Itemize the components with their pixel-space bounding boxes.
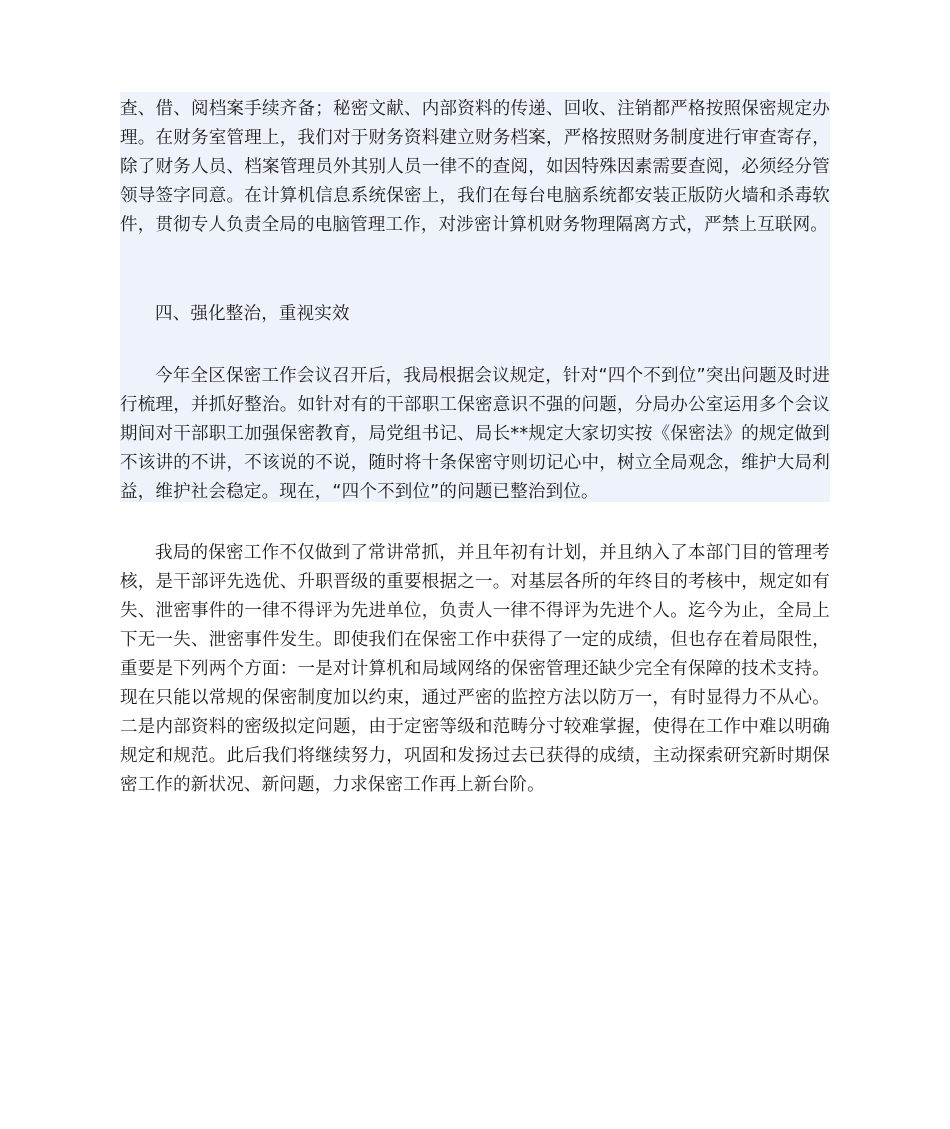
section-heading-4: 四、强化整治，重视实效	[155, 304, 350, 324]
paragraph-archives-finance-computer: 查、借、阅档案手续齐备；秘密文献、内部资料的传递、回收、注销都严格按照保密规定办理。在财务室管理上，我们对于财务资料建立财务档案，严格按照财务制度进行审查寄存，除了财务人员、档案管理员外其别人员一律不的查阅，如因特殊因素需要查阅，必须经分管领导签字同意。在计算机信息系统保密上，我们在每台电脑系统都安装正版防火墙和杀毒软件，贯彻专人负责全局的电脑管理工作，对涉密计算机财务物理隔离方式，严禁上互联网。	[120, 99, 830, 235]
section-heading-block	[120, 268, 830, 358]
paragraph-rectification: 今年全区保密工作会议召开后，我局根据会议规定，针对“四个不到位”突出问题及时进行梳理，并抓好整治。如针对有的干部职工保密意识不强的问题，分局办公室运用多个会议期间对干部职工加强保密教育，局党组书记、局长**规定大家切实按《保密法》的规定做到不该讲的不讲，不该说的不说，随时将十条保密守则切记心中，树立全局观念，维护大局利益，维护社会稳定。现在，“四个不到位”的问题已整治到位。	[120, 366, 830, 502]
paragraph-summary-shortcomings: 我局的保密工作不仅做到了常讲常抓，并且年初有计划，并且纳入了本部门目的管理考核，是干部评先选优、升职晋级的重要根据之一。对基层各所的年终目的考核中，规定如有失、泄密事件的一律不得评为先进单位，负责人一律不得评为先进个人。迄今为止，全局上下无一失、泄密事件发生。即使我们在保密工作中获得了一定的成绩，但也存在着局限性，重要是下列两个方面：一是对计算机和局域网络的保密管理还缺少完全有保障的技术支持。现在只能以常规的保密制度加以约束，通过严密的监控方法以防万一，有时显得力不从心。二是内部资料的密级拟定问题，由于定密等级和范畴分寸较难掌握，使得在工作中难以明确规定和规范。此后我们将继续努力，巩固和发扬过去已获得的成绩，主动探索研究新时期保密工作的新状况、新问题，力求保密工作再上新台阶。	[120, 543, 830, 795]
